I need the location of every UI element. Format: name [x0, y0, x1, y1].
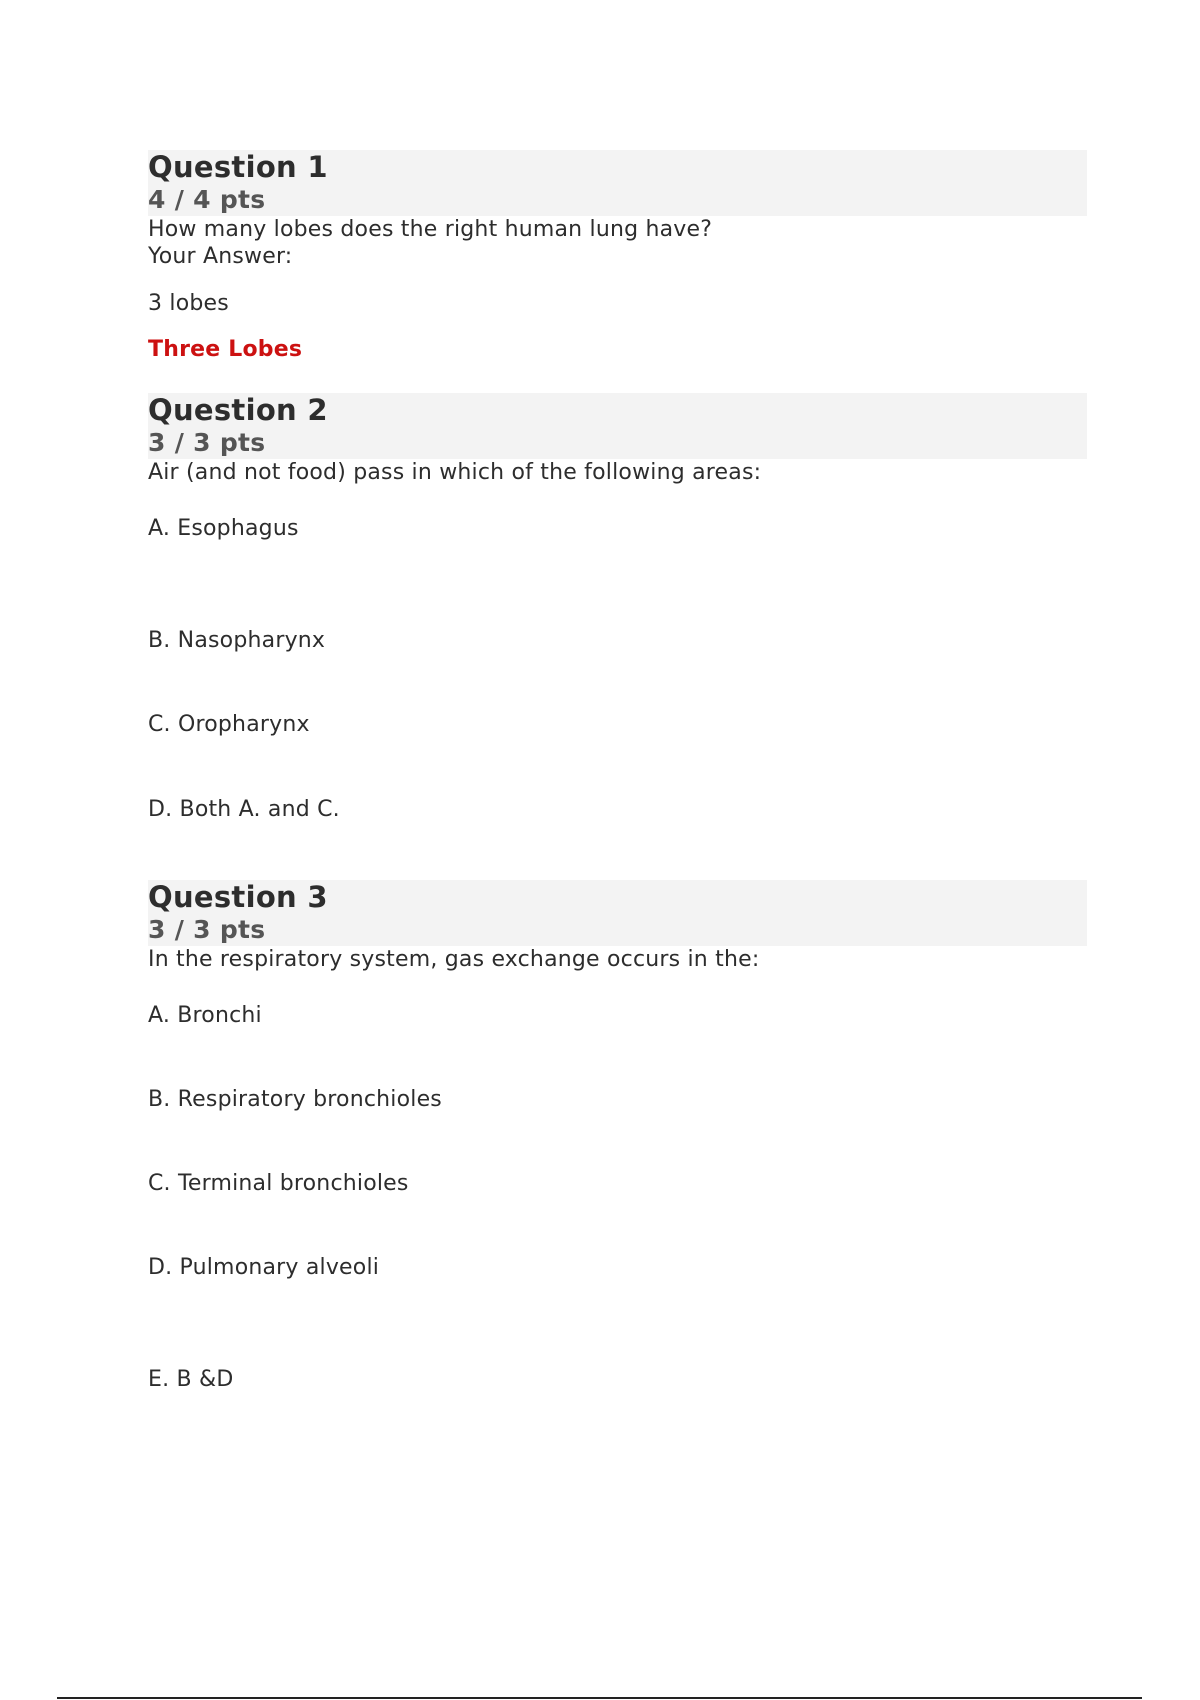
answer-option-c: C. Terminal bronchioles	[148, 1171, 409, 1196]
your-answer-value: 3 lobes	[148, 291, 229, 316]
answer-option-d: D. Both A. and C.	[148, 797, 340, 822]
answer-option-c: C. Oropharynx	[148, 712, 310, 737]
answer-option-a: A. Bronchi	[148, 1003, 262, 1028]
answer-option-b: B. Respiratory bronchioles	[148, 1087, 442, 1112]
question-title: Question 2	[148, 393, 328, 427]
question-3	[148, 880, 1087, 1392]
question-prompt: Air (and not food) pass in which of the following areas:	[148, 460, 762, 485]
question-points: 3 / 3 pts	[148, 428, 266, 457]
question-header	[148, 880, 1087, 946]
answer-option-d: D. Pulmonary alveoli	[148, 1255, 380, 1280]
question-title: Question 3	[148, 880, 328, 914]
answer-option-a: A. Esophagus	[148, 516, 299, 541]
answer-option-e: E. B &D	[148, 1367, 234, 1392]
question-prompt: How many lobes does the right human lung have?	[148, 217, 713, 242]
question-points: 3 / 3 pts	[148, 915, 266, 944]
question-title: Question 1	[148, 150, 328, 184]
footer-divider	[57, 1697, 1142, 1699]
question-1	[148, 150, 1087, 362]
question-2	[148, 393, 1087, 822]
question-header	[148, 150, 1087, 216]
question-header	[148, 393, 1087, 459]
question-prompt: In the respiratory system, gas exchange occurs in the:	[148, 947, 760, 972]
correct-answer: Three Lobes	[148, 337, 303, 362]
answer-option-b: B. Nasopharynx	[148, 628, 326, 653]
your-answer-label: Your Answer:	[148, 244, 293, 269]
question-points: 4 / 4 pts	[148, 185, 266, 214]
